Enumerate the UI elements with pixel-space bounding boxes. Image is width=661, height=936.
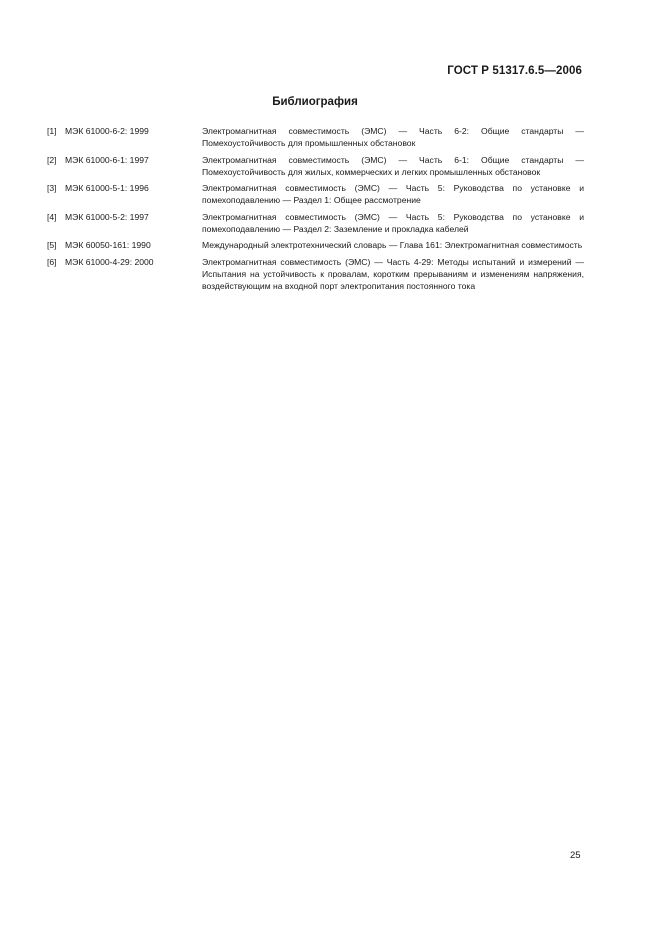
bibliography-entry (47, 239, 584, 251)
entry-standard-code: МЭК 61000-4-29: 2000 (65, 256, 154, 267)
entry-title: Электромагнитная совместимость (ЭМС) — Часть 5: Руководства по установке и помехоподавлению — Раздел 2: Заземление и прокладка кабелей (202, 211, 584, 235)
bibliography-entry (47, 182, 584, 207)
entry-number: [6] (47, 256, 57, 267)
entry-standard-code: МЭК 61000-5-2: 1997 (65, 211, 149, 222)
entry-number: [3] (47, 183, 57, 194)
bibliography-title: Библиография (272, 96, 358, 108)
page-number: 25 (570, 850, 581, 861)
bibliography-entry (47, 154, 584, 179)
bibliography-entry (47, 256, 584, 293)
entry-standard-code: МЭК 61000-6-2: 1999 (65, 126, 149, 136)
entry-standard-code: МЭК 60050-161: 1990 (65, 240, 151, 251)
entry-number: [4] (47, 211, 57, 222)
entry-standard-code: МЭК 61000-6-1: 1997 (65, 154, 149, 165)
entry-number: [1] (47, 126, 57, 136)
bibliography-entry (47, 211, 584, 236)
bibliography-list (47, 125, 584, 297)
entry-title: Электромагнитная совместимость (ЭМС) — Часть 6-1: Общие стандарты — Помехоустойчивость для жилых, коммерческих и легких промышленных обстановок (202, 154, 584, 177)
entry-title: Международный электротехнический словарь — Глава 161: Электромагнитная совместимость (202, 240, 583, 251)
entry-standard-code: МЭК 61000-5-1: 1996 (65, 183, 149, 194)
entry-title: Электромагнитная совместимость (ЭМС) — Часть 6-2: Общие стандарты — Помехоустойчивость для промышленных обстановок (202, 126, 584, 149)
entry-number: [5] (47, 240, 57, 251)
entry-number: [2] (47, 154, 57, 165)
bibliography-entry (47, 125, 584, 150)
entry-title: Электромагнитная совместимость (ЭМС) — Часть 5: Руководства по установке и помехоподавлению — Раздел 1: Общее рассмотрение (202, 183, 584, 206)
entry-title: Электромагнитная совместимость (ЭМС) — Часть 4-29: Методы испытаний и измерений — Испытания на устойчивость к провалам, коротким прерываниям и изменениям напряжения, воздействующим на входной порт электропитания постоянного тока (202, 256, 584, 292)
standard-code: ГОСТ Р 51317.6.5—2006 (447, 65, 582, 77)
